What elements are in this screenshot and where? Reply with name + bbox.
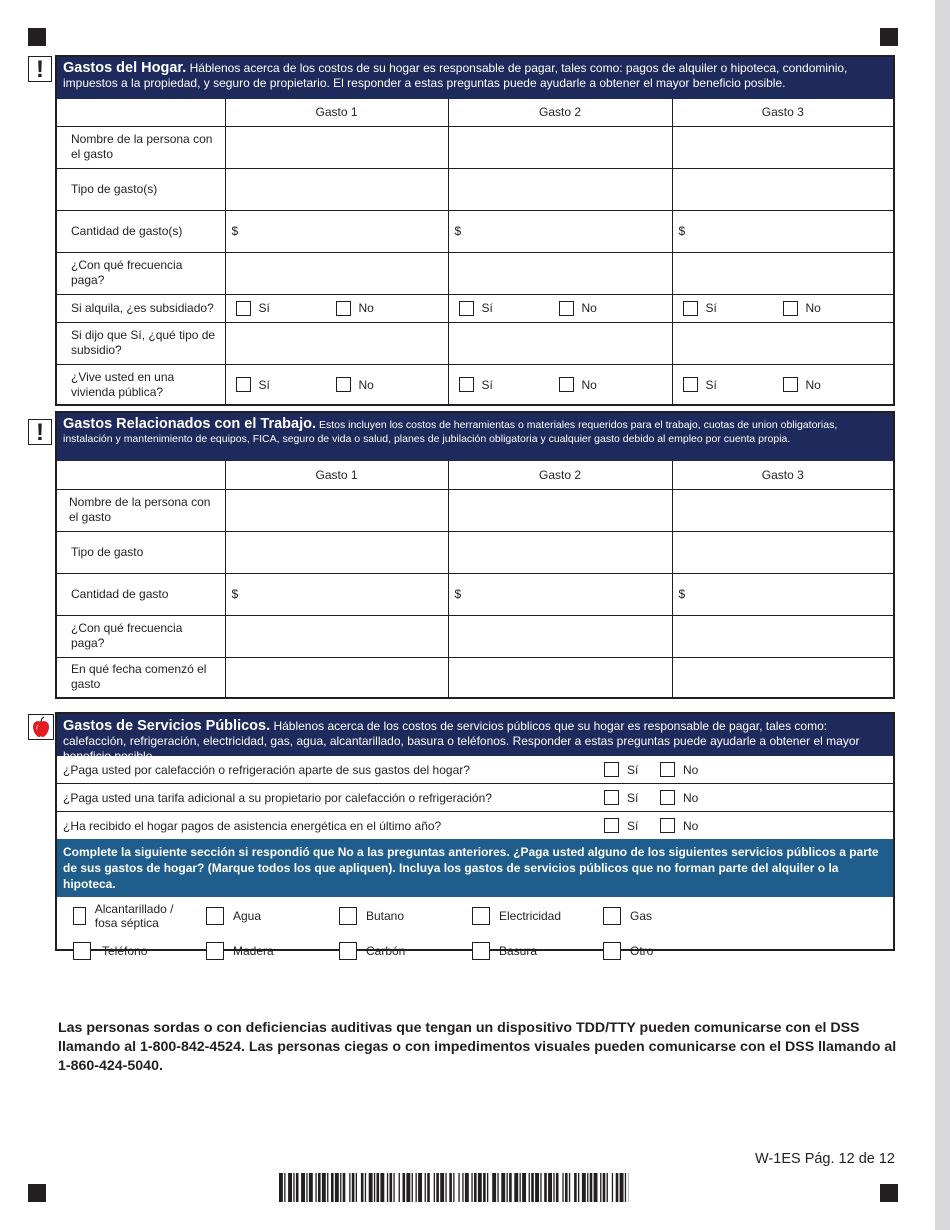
barcode-bar: [356, 1173, 357, 1202]
barcode-bar: [594, 1173, 598, 1202]
trabajo-fecha-field-3[interactable]: [672, 657, 893, 697]
si-checkbox[interactable]: [236, 301, 251, 316]
barcode-bar: [284, 1173, 285, 1202]
option-label: Basura: [499, 944, 538, 958]
basura-checkbox[interactable]: [472, 942, 490, 960]
corner-cell: [57, 99, 225, 126]
option-label: Agua: [233, 909, 262, 923]
trabajo-header: [57, 413, 893, 461]
barcode-bar: [578, 1173, 579, 1202]
option-electricidad[interactable]: [472, 907, 561, 925]
si-checkbox[interactable]: [236, 377, 251, 392]
si-checkbox[interactable]: [459, 377, 474, 392]
telefono-checkbox[interactable]: [73, 942, 91, 960]
barcode-bar: [340, 1173, 341, 1202]
nombre-field-2[interactable]: [448, 126, 672, 168]
barcode-bar: [288, 1173, 292, 1202]
barcode-bar: [616, 1173, 619, 1202]
tipo-field-3[interactable]: [672, 168, 893, 210]
no-label: No: [358, 377, 374, 392]
barcode-bar: [369, 1173, 373, 1202]
column-header: Gasto 3: [672, 461, 893, 489]
barcode-bar: [380, 1173, 384, 1202]
no-label: No: [581, 301, 597, 315]
option-label: Alcantarillado / fosa séptica: [94, 902, 174, 930]
barcode-bar: [296, 1173, 299, 1202]
barcode-bar: [453, 1173, 454, 1202]
barcode-bar: [331, 1173, 334, 1202]
barcode-bar: [531, 1173, 534, 1202]
barcode-bar: [501, 1173, 505, 1202]
barcode-bar: [548, 1173, 552, 1202]
nombre-field-1[interactable]: [225, 126, 448, 168]
question-text: ¿Paga usted por calefacción o refrigeración aparte de sus gastos del hogar?: [63, 762, 470, 777]
option-label: Butano: [366, 909, 405, 923]
barcode-bar: [587, 1173, 588, 1202]
barcode-bar: [509, 1173, 512, 1202]
row-label: ¿Con qué frecuencia paga?: [57, 252, 225, 294]
si-label: Sí: [481, 301, 493, 315]
si-label: Sí: [258, 301, 270, 315]
option-label: Teléfono: [102, 944, 148, 958]
alcantarillado-checkbox[interactable]: [73, 907, 86, 925]
gas-checkbox[interactable]: [603, 907, 621, 925]
barcode-bar: [600, 1173, 601, 1202]
barcode-bar: [445, 1173, 446, 1202]
row-label: Cantidad de gasto(s): [57, 210, 225, 252]
trabajo-nombre-field-3[interactable]: [672, 489, 893, 531]
trabajo-fecha-field-2[interactable]: [448, 657, 672, 697]
barcode-bar: [607, 1173, 608, 1202]
barcode-bar: [387, 1173, 388, 1202]
si-checkbox[interactable]: [604, 762, 619, 777]
column-header: Gasto 2: [448, 461, 672, 489]
barcode-bar: [425, 1173, 426, 1202]
barcode-bar: [569, 1173, 570, 1202]
no-label: No: [805, 301, 821, 315]
si-label: Sí: [627, 818, 639, 833]
option-telefono[interactable]: [73, 942, 147, 960]
barcode-bar: [483, 1173, 486, 1202]
barcode-bar: [418, 1173, 422, 1202]
servicios-options: [57, 897, 893, 967]
question-row: [57, 756, 893, 784]
barcode-bar: [349, 1173, 350, 1202]
registration-mark-top-right: [880, 28, 898, 46]
barcode-bar: [374, 1173, 375, 1202]
barcode-bar: [440, 1173, 444, 1202]
servicios-section: [55, 712, 895, 958]
registration-mark-bottom-right: [880, 1184, 898, 1202]
hogar-header: [57, 57, 893, 99]
barcode-bar: [553, 1173, 554, 1202]
barcode-bar: [522, 1173, 526, 1202]
option-label: Madera: [233, 944, 274, 958]
question-row: [57, 784, 893, 812]
trabajo-tipo-field-3[interactable]: [672, 531, 893, 573]
no-checkbox[interactable]: [783, 301, 798, 316]
no-checkbox[interactable]: [336, 377, 351, 392]
barcode-bar: [393, 1173, 394, 1202]
option-madera[interactable]: [206, 942, 274, 960]
subsidiado-cell-2: [448, 294, 672, 322]
trabajo-frecuencia-field-3[interactable]: [672, 615, 893, 657]
agua-checkbox[interactable]: [206, 907, 224, 925]
hogar-title: Gastos del Hogar.: [63, 60, 187, 76]
option-otro[interactable]: [603, 942, 653, 960]
nombre-field-3[interactable]: [672, 126, 893, 168]
barcode-bar: [590, 1173, 593, 1202]
no-checkbox[interactable]: [660, 790, 675, 805]
servicios-header: [57, 714, 893, 763]
barcode-bar: [507, 1173, 508, 1202]
row-label: Nombre de la persona con el gasto: [57, 489, 225, 531]
column-header: Gasto 2: [448, 99, 672, 126]
question-text: ¿Paga usted una tarifa adicional a su propietario por calefacción o refrigeración?: [63, 790, 492, 805]
barcode-bar: [335, 1173, 339, 1202]
barcode-bar: [315, 1173, 316, 1202]
subsidio-field-1[interactable]: [225, 322, 448, 364]
si-checkbox[interactable]: [683, 301, 698, 316]
barcode-bar: [562, 1173, 563, 1202]
si-label: Sí: [705, 377, 717, 392]
si-checkbox[interactable]: [604, 818, 619, 833]
no-checkbox[interactable]: [660, 762, 675, 777]
row-label: Cantidad de gasto: [57, 573, 225, 615]
trabajo-tipo-field-1[interactable]: [225, 531, 448, 573]
trabajo-nombre-field-2[interactable]: [448, 489, 672, 531]
barcode-bar: [465, 1173, 469, 1202]
corner-cell: [57, 461, 225, 489]
option-gas[interactable]: [603, 907, 652, 925]
no-checkbox[interactable]: [559, 301, 574, 316]
barcode-bar: [399, 1173, 400, 1202]
barcode-bar: [544, 1173, 547, 1202]
cantidad-field-3[interactable]: [672, 210, 893, 252]
column-header: Gasto 1: [225, 461, 448, 489]
si-checkbox[interactable]: [459, 301, 474, 316]
barcode-bar: [514, 1173, 518, 1202]
subsidio-field-3[interactable]: [672, 322, 893, 364]
trabajo-section: [55, 411, 895, 699]
vivienda-cell-3: [672, 364, 893, 405]
option-carbon[interactable]: [339, 942, 405, 960]
barcode-bar: [520, 1173, 521, 1202]
trabajo-intro: Estos incluyen los costos de herramientas o materiales requeridos para el trabajo, cuotas de union obligatorias, instalación y mantenimiento de equipos, FICA, seguro de vida o salud, planes de jubilación obligatoria y cualquier gasto debido al empleo por cuenta propia.: [63, 419, 838, 445]
barcode-bar: [556, 1173, 559, 1202]
barcode-bar: [318, 1173, 321, 1202]
vivienda-cell-2: [448, 364, 672, 405]
trabajo-frecuencia-field-1[interactable]: [225, 615, 448, 657]
frecuencia-field-3[interactable]: [672, 252, 893, 294]
trabajo-fecha-field-1[interactable]: [225, 657, 448, 697]
barcode-bar: [540, 1173, 541, 1202]
hogar-table: [57, 99, 893, 405]
barcode-bar: [327, 1173, 328, 1202]
barcode-bar: [352, 1173, 355, 1202]
barcode-bar: [603, 1173, 606, 1202]
no-checkbox[interactable]: [660, 818, 675, 833]
trabajo-nombre-field-1[interactable]: [225, 489, 448, 531]
si-checkbox[interactable]: [683, 377, 698, 392]
barcode-bar: [612, 1173, 613, 1202]
frecuencia-field-2[interactable]: [448, 252, 672, 294]
no-label: No: [358, 301, 374, 315]
no-label: No: [683, 818, 699, 833]
currency-symbol: $: [454, 224, 462, 238]
barcode-bar: [293, 1173, 294, 1202]
option-label: Carbón: [366, 944, 406, 958]
barcode-bar: [436, 1173, 439, 1202]
barcode-bar: [529, 1173, 530, 1202]
hogar-intro: Háblenos acerca de los costos de su hogar es responsable de pagar, tales como: pagos de alquiler o hipoteca, condominio, impuestos a la propiedad, y seguro de propietario. El responder a estas preguntas puede ayudarle a obtener el mayor beneficio posible.: [63, 61, 848, 90]
barcode-bar: [497, 1173, 498, 1202]
madera-checkbox[interactable]: [206, 942, 224, 960]
barcode-bar: [301, 1173, 305, 1202]
barcode-bar: [306, 1173, 307, 1202]
frecuencia-field-1[interactable]: [225, 252, 448, 294]
si-checkbox[interactable]: [604, 790, 619, 805]
barcode-bar: [434, 1173, 435, 1202]
vivienda-cell-1: [225, 364, 448, 405]
currency-symbol: $: [231, 224, 239, 238]
trabajo-tipo-field-2[interactable]: [448, 531, 672, 573]
row-label: Si dijo que Sí, ¿qué tipo de subsidio?: [57, 322, 225, 364]
otro-checkbox[interactable]: [603, 942, 621, 960]
trabajo-cantidad-field-1[interactable]: [225, 573, 448, 615]
barcode-bar: [449, 1173, 452, 1202]
barcode-bar: [343, 1173, 346, 1202]
no-checkbox[interactable]: [559, 377, 574, 392]
trabajo-cantidad-field-2[interactable]: [448, 573, 672, 615]
barcode-bar: [458, 1173, 459, 1202]
no-label: No: [683, 790, 699, 805]
carbon-checkbox[interactable]: [339, 942, 357, 960]
hogar-section: [55, 55, 895, 406]
electricidad-checkbox[interactable]: [472, 907, 490, 925]
barcode-bar: [471, 1173, 472, 1202]
barcode-bar: [427, 1173, 430, 1202]
barcode-bar: [416, 1173, 417, 1202]
subsidiado-cell-1: [225, 294, 448, 322]
tipo-field-2[interactable]: [448, 168, 672, 210]
barcode-bar: [487, 1173, 488, 1202]
si-label: Sí: [705, 301, 717, 315]
barcode-bar: [279, 1173, 283, 1202]
barcode-bar: [474, 1173, 477, 1202]
barcode-bar: [625, 1173, 626, 1202]
barcode-bar: [492, 1173, 496, 1202]
currency-symbol: $: [678, 224, 686, 238]
registration-mark-top-left: [28, 28, 46, 46]
page-gutter: [935, 0, 950, 1230]
cantidad-field-1[interactable]: [225, 210, 448, 252]
row-label: En qué fecha comenzó el gasto: [57, 657, 225, 697]
barcode: [279, 1173, 629, 1202]
no-label: No: [581, 377, 597, 392]
question-text: ¿Ha recibido el hogar pagos de asistencia energética en el último año?: [63, 818, 442, 833]
option-butano[interactable]: [339, 907, 404, 925]
option-label: Electricidad: [499, 909, 562, 923]
page-number: W-1ES Pág. 12 de 12: [755, 1151, 895, 1167]
si-label: Sí: [627, 790, 639, 805]
currency-symbol: $: [678, 587, 686, 601]
barcode-bar: [535, 1173, 539, 1202]
barcode-bar: [322, 1173, 326, 1202]
si-label: Sí: [481, 377, 493, 392]
servicios-intro: Háblenos acerca de los costos de servicios públicos que su hogar es responsable de pagar, tales como: calefacción, refrigeración, electricidad, gas, agua, alcantarillado, basura o teléfonos. Responder a estas preguntas puede ayudarle a obtener el mayor beneficio posible.: [63, 719, 860, 763]
subsidiado-cell-3: [672, 294, 893, 322]
row-label: Si alquila, ¿es subsidiado?: [57, 294, 225, 322]
barcode-bar: [406, 1173, 410, 1202]
barcode-bar: [478, 1173, 482, 1202]
subsidio-field-2[interactable]: [448, 322, 672, 364]
barcode-bar: [403, 1173, 406, 1202]
row-label: Tipo de gasto(s): [57, 168, 225, 210]
option-agua[interactable]: [206, 907, 261, 925]
option-basura[interactable]: [472, 942, 537, 960]
column-header: Gasto 1: [225, 99, 448, 126]
accessibility-note: Las personas sordas o con deficiencias auditivas que tengan un dispositivo TDD/TTY pueden comunicarse con el DSS llamando al 1-800-842-4524. Las personas ciegas o con impedimentos visuales pueden comunicarse con el DSS llamando al 1-860-424-5040.: [58, 1020, 897, 1074]
barcode-bar: [582, 1173, 586, 1202]
servicios-title: Gastos de Servicios Públicos.: [63, 718, 271, 734]
exclamation-icon: !: [28, 56, 52, 82]
question-row: [57, 812, 893, 839]
row-label: Tipo de gasto: [57, 531, 225, 573]
barcode-bar: [462, 1173, 463, 1202]
barcode-bar: [309, 1173, 313, 1202]
option-label: Otro: [630, 944, 654, 958]
no-label: No: [805, 377, 821, 392]
row-label: ¿Vive usted en una vivienda pública?: [57, 364, 225, 405]
apple-icon: [28, 714, 54, 740]
no-checkbox[interactable]: [783, 377, 798, 392]
barcode-bar: [365, 1173, 366, 1202]
row-label: ¿Con qué frecuencia paga?: [57, 615, 225, 657]
no-label: No: [683, 762, 699, 777]
trabajo-table: [57, 461, 893, 697]
no-checkbox[interactable]: [336, 301, 351, 316]
si-label: Sí: [258, 377, 270, 392]
option-alcantarillado[interactable]: [73, 902, 193, 930]
currency-symbol: $: [231, 587, 239, 601]
tipo-field-1[interactable]: [225, 168, 448, 210]
butano-checkbox[interactable]: [339, 907, 357, 925]
barcode-bar: [361, 1173, 364, 1202]
trabajo-cantidad-field-3[interactable]: [672, 573, 893, 615]
barcode-bar: [620, 1173, 624, 1202]
servicios-instruction: Complete la siguiente sección si respondió que No a las preguntas anteriores. ¿Paga usted alguno de los siguientes servicios públicos a parte de sus gastos de hogar? (Marque todos los que apliquen). Incluya los gastos de servicios públicos que no forman parte del alquiler o la hipoteca.: [57, 839, 893, 897]
barcode-bar: [574, 1173, 577, 1202]
registration-mark-bottom-left: [28, 1184, 46, 1202]
trabajo-frecuencia-field-2[interactable]: [448, 615, 672, 657]
barcode-bar: [377, 1173, 380, 1202]
barcode-bar: [565, 1173, 568, 1202]
trabajo-title: Gastos Relacionados con el Trabajo.: [63, 416, 317, 432]
currency-symbol: $: [454, 587, 462, 601]
option-label: Gas: [630, 909, 653, 923]
row-label: Nombre de la persona con el gasto: [57, 126, 225, 168]
column-header: Gasto 3: [672, 99, 893, 126]
exclamation-icon: !: [28, 419, 52, 445]
barcode-bar: [390, 1173, 393, 1202]
cantidad-field-2[interactable]: [448, 210, 672, 252]
barcode-bar: [412, 1173, 413, 1202]
si-label: Sí: [627, 762, 639, 777]
